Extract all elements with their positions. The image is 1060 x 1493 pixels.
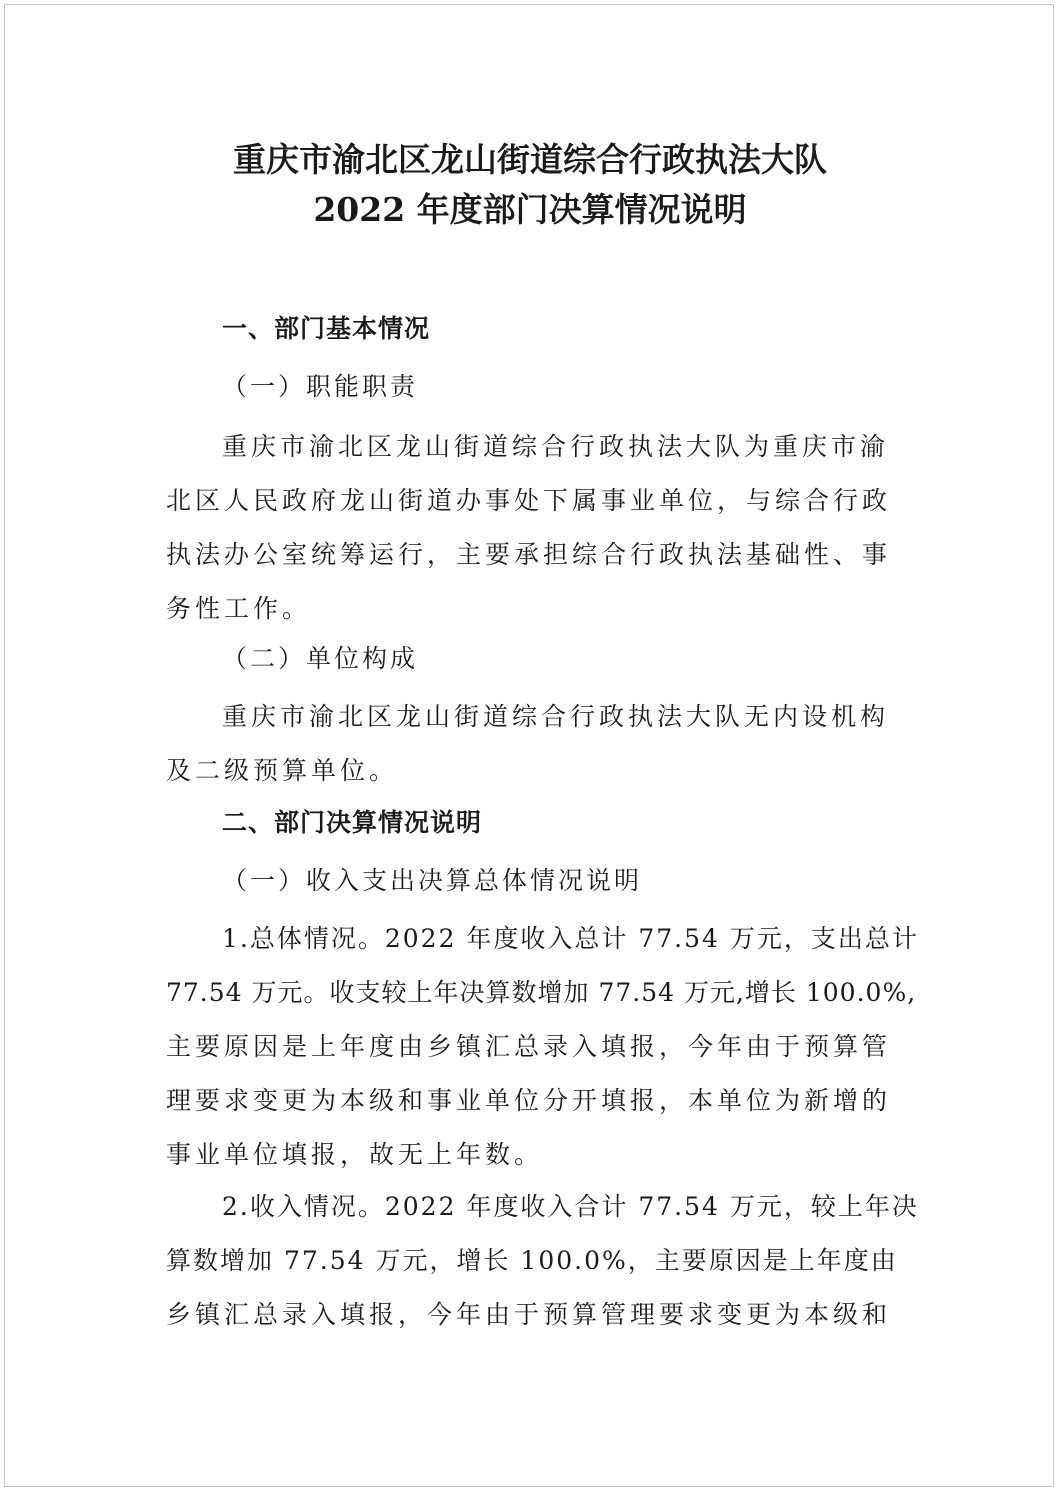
section-heading-final-accounts: 二、部门决算情况说明 [222,808,483,837]
paragraph-line: 主要原因是上年度由乡镇汇总录入填报，今年由于预算管 [166,1032,892,1061]
subheading-functions: （一）职能职责 [222,372,419,401]
paragraph-line: 77.54 万元。收支较上年决算数增加 77.54 万元,增长 100.0%, [166,978,917,1007]
paragraph-line: 执法办公室统筹运行，主要承担综合行政执法基础性、事 [166,540,892,569]
document-title-line-2: 2022 年度部门决算情况说明 [313,190,747,229]
paragraph-line: 重庆市渝北区龙山街道综合行政执法大队无内设机构 [222,702,890,731]
paragraph-line: 2.收入情况。2022 年度收入合计 77.54 万元，较上年决 [222,1192,919,1221]
paragraph-line: 1.总体情况。2022 年度收入总计 77.54 万元，支出总计 [222,924,919,953]
paragraph-line: 乡镇汇总录入填报，今年由于预算管理要求变更为本级和 [166,1300,892,1329]
paragraph-line: 重庆市渝北区龙山街道综合行政执法大队为重庆市渝 [222,432,890,461]
paragraph-line: 及二级预算单位。 [166,756,399,785]
paragraph-line: 北区人民政府龙山街道办事处下属事业单位，与综合行政 [166,486,892,515]
subheading-structure: （二）单位构成 [222,644,419,673]
paragraph-line: 事业单位填报，故无上年数。 [166,1140,544,1169]
paragraph-line: 务性工作。 [166,594,312,623]
paragraph-line: 算数增加 77.54 万元，增长 100.0%，主要原因是上年度由 [166,1246,898,1275]
section-heading-basic-info: 一、部门基本情况 [222,314,431,343]
subheading-overall-revenue-expenditure: （一）收入支出决算总体情况说明 [222,866,643,895]
paragraph-line: 理要求变更为本级和事业单位分开填报，本单位为新增的 [166,1086,892,1115]
document-title-line-1: 重庆市渝北区龙山街道综合行政执法大队 [233,140,827,179]
